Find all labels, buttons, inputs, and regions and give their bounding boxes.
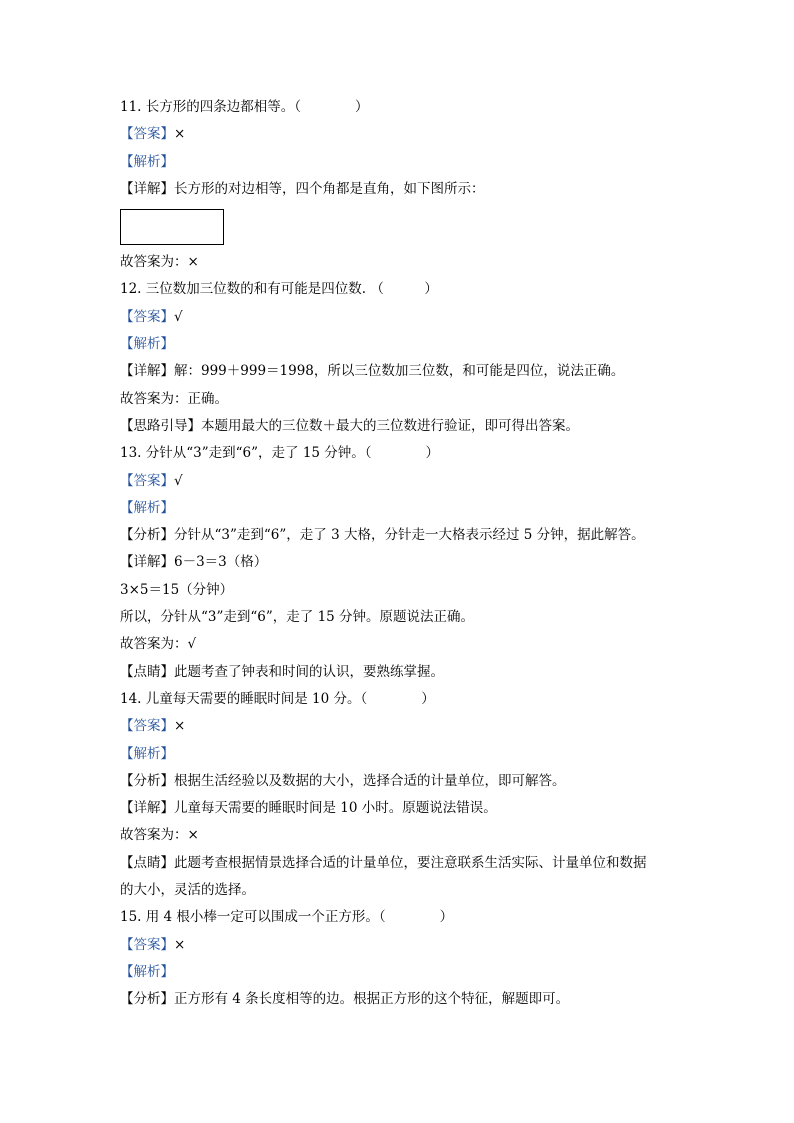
detail-text: 长方形的对边相等，四个角都是直角，如下图所示： (174, 180, 485, 197)
question-13-dianjing (120, 659, 680, 686)
question-12-detail (120, 358, 680, 385)
fenxi-text: 正方形有 4 条长度相等的边。根据正方形的这个特征，解题即可。 (174, 991, 570, 1008)
answer-tag: 【答案】 (120, 308, 174, 325)
fenxi-tag: 【分析】 (120, 991, 174, 1008)
question-15-stem: 15. 用 4 根小棒一定可以围成一个正方形。（ ） (120, 909, 454, 926)
question-13-fenxi (120, 522, 680, 549)
question-12-answer (120, 304, 680, 331)
question-14-answer (120, 713, 680, 740)
answer-tag: 【答案】 (120, 718, 174, 735)
detail-tag: 【详解】 (120, 800, 174, 817)
analysis-tag: 【解析】 (120, 153, 174, 170)
question-11-conclusion: 故答案为：× (120, 254, 199, 271)
question-13-conclusion: 故答案为：√ (120, 636, 197, 653)
question-13-analysis (120, 495, 680, 522)
dianjing-tag: 【点睛】 (120, 663, 174, 680)
question-11-stem: 11. 长方形的四条边都相等。（ ） (120, 99, 369, 115)
fenxi-tag: 【分析】 (120, 527, 174, 544)
question-14-fenxi (120, 768, 680, 795)
question-13-answer (120, 468, 680, 495)
fenxi-text: 分针从“3”走到“6”，走了 3 大格，分针走一大格表示经过 5 分钟，据此解答。 (174, 527, 645, 544)
fenxi-text: 根据生活经验以及数据的大小，选择合适的计量单位，即可解答。 (174, 772, 566, 789)
question-12-hint (120, 413, 680, 440)
dianjing-text: 此题考查根据情景选择合适的计量单位，要注意联系生活实际、计量单位和数据 (174, 854, 647, 871)
analysis-tag: 【解析】 (120, 963, 174, 980)
question-14-stem: 14. 儿童每天需要的睡眠时间是 10 分。（ ） (120, 690, 435, 707)
dianjing-text: 此题考查了钟表和时间的认识，要熟练掌握。 (174, 663, 444, 680)
question-13-so: 所以，分针从“3”走到“6”，走了 15 分钟。原题说法正确。 (120, 609, 475, 626)
question-13-detail (120, 549, 680, 576)
question-11-detail (120, 176, 680, 203)
answer-tag: 【答案】 (120, 472, 174, 489)
question-11-analysis (120, 149, 680, 176)
answer-value: × (174, 936, 186, 953)
question-12-stem: 12. 三位数加三位数的和有可能是四位数. （ ） (120, 281, 438, 298)
hint-text: 本题用最大的三位数＋最大的三位数进行验证，即可得出答案。 (201, 417, 579, 434)
question-14-detail (120, 795, 680, 822)
document-page (120, 94, 680, 1014)
question-15-fenxi (120, 986, 680, 1013)
analysis-tag: 【解析】 (120, 336, 174, 353)
rectangle-figure-wrap (120, 203, 680, 249)
answer-value: × (174, 718, 186, 735)
detail-text: 6－3＝3（格） (174, 554, 268, 571)
hint-tag: 【思路引导】 (120, 417, 201, 434)
analysis-tag: 【解析】 (120, 745, 174, 762)
question-13-calc: 3×5＝15（分钟） (120, 581, 234, 598)
analysis-tag: 【解析】 (120, 499, 174, 516)
question-12-conclusion: 故答案为：正确。 (120, 390, 228, 407)
detail-text: 解：999＋999＝1998，所以三位数加三位数，和可能是四位，说法正确。 (174, 363, 625, 380)
question-15-analysis (120, 959, 680, 986)
question-15-answer (120, 932, 680, 959)
question-11-answer (120, 121, 680, 148)
rectangle-figure (120, 209, 224, 245)
answer-value: √ (174, 308, 183, 325)
answer-value: × (174, 126, 186, 143)
question-14-analysis (120, 741, 680, 768)
question-14-dianjing (120, 850, 680, 877)
detail-text: 儿童每天需要的睡眠时间是 10 小时。原题说法错误。 (174, 800, 497, 817)
detail-tag: 【详解】 (120, 554, 174, 571)
detail-tag: 【详解】 (120, 180, 174, 197)
question-14-dianjing-cont: 的大小，灵活的选择。 (120, 882, 255, 899)
question-13-stem: 13. 分针从“3”走到“6”，走了 15 分钟。（ ） (120, 445, 440, 462)
answer-tag: 【答案】 (120, 936, 174, 953)
fenxi-tag: 【分析】 (120, 772, 174, 789)
detail-tag: 【详解】 (120, 363, 174, 380)
dianjing-tag: 【点睛】 (120, 854, 174, 871)
answer-value: √ (174, 472, 183, 489)
question-12-analysis (120, 331, 680, 358)
question-14-conclusion: 故答案为：× (120, 827, 199, 844)
answer-tag: 【答案】 (120, 126, 174, 143)
